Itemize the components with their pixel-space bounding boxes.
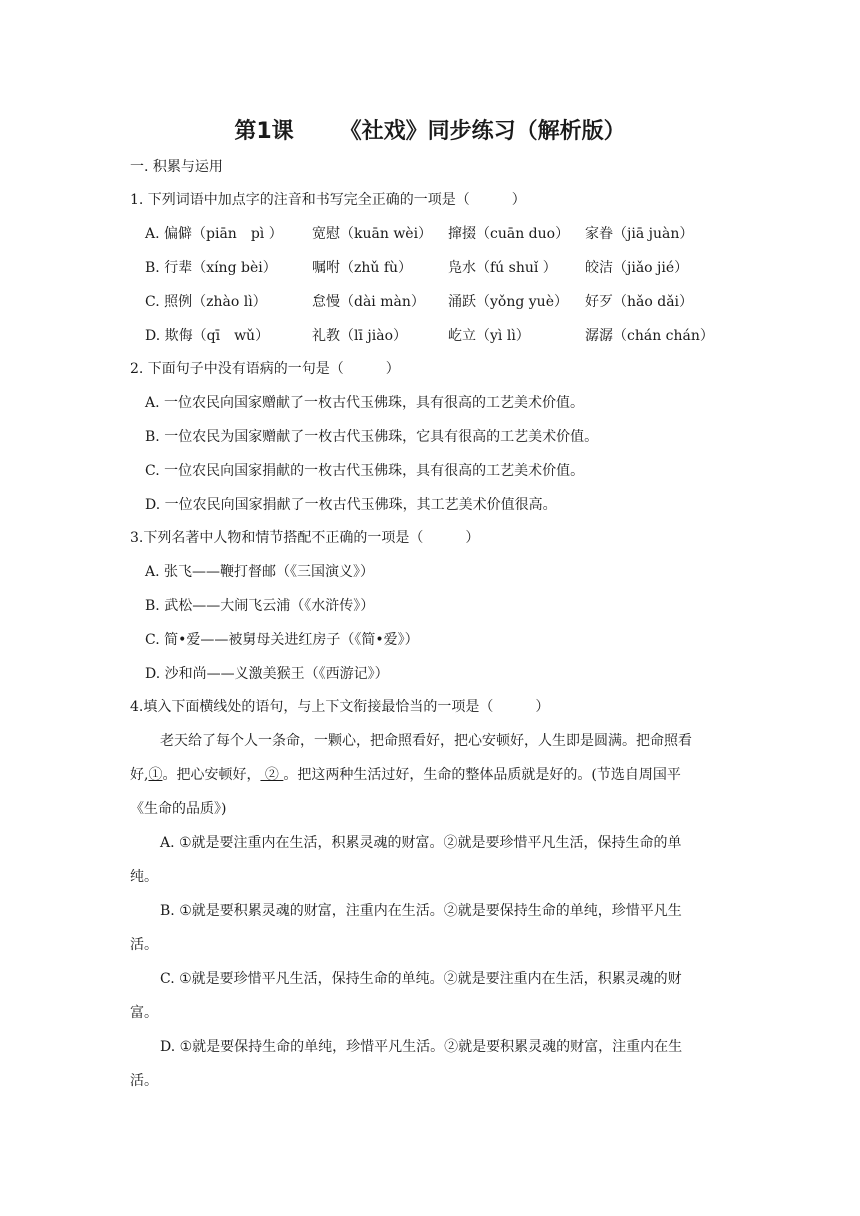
q1-option-d-word1: D. 欺侮（qī wǔ）	[145, 328, 270, 344]
question-2-stem: 2. 下面句子中没有语病的一句是（ ）	[130, 361, 400, 377]
q1-option-a-word2: 宽慰（kuān wèi）	[312, 226, 433, 242]
q1-option-c-word1: C. 照例（zhào lì）	[145, 294, 267, 310]
q1-option-c-word4: 好歹（hǎo dǎi）	[585, 294, 694, 310]
q2-option-a: A. 一位农民向国家赠献了一枚古代玉佛珠，具有很高的工艺美术价值。	[145, 395, 585, 411]
q4-option-c-line-1: C. ①就是要珍惜平凡生活，保持生命的单纯。②就是要注重内在生活，积累灵魂的财	[160, 971, 682, 987]
question-4-stem: 4.填入下面横线处的语句，与上下文衔接最恰当的一项是（ ）	[130, 699, 550, 715]
q4-passage-text: 好,	[130, 767, 149, 783]
q1-option-c-word2: 怠慢（dài màn）	[312, 294, 425, 310]
q4-blank-1: ①	[148, 767, 163, 783]
q4-passage-line-1: 老天给了每个人一条命，一颗心，把命照看好，把心安顿好，人生即是圆满。把命照看	[160, 733, 692, 749]
q1-option-b-word1: B. 行辈（xíng bèi）	[145, 260, 277, 276]
q4-option-b-line-1: B. ①就是要积累灵魂的财富，注重内在生活。②就是要保持生命的单纯，珍惜平凡生	[160, 903, 682, 919]
q3-option-d: D. 沙和尚——义激美猴王（《西游记》）	[145, 666, 389, 682]
question-3-stem: 3.下列名著中人物和情节搭配不正确的一项是（ ）	[130, 530, 480, 546]
q1-option-d-word4: 潺潺（chán chán）	[585, 328, 714, 344]
q4-option-a-line-2: 纯。	[130, 869, 158, 885]
q4-option-a-line-1: A. ①就是要注重内在生活，积累灵魂的财富。②就是要珍惜平凡生活，保持生命的单	[160, 835, 682, 851]
q3-option-c: C. 简•爱——被舅母关进红房子（《简•爱》）	[145, 632, 419, 648]
q2-option-d: D. 一位农民向国家捐献了一枚古代玉佛珠，其工艺美术价值很高。	[145, 497, 557, 513]
q4-passage-line-2	[130, 765, 681, 785]
q1-option-a-word1: A. 偏僻（piān pì ）	[145, 226, 283, 242]
q4-passage-text: 。把这两种生活过好，生命的整体品质就是好的。(节选自周国平	[283, 767, 681, 783]
q4-option-b-line-2: 活。	[130, 937, 158, 953]
q1-option-b-word4: 皎洁（jiǎo jié）	[585, 260, 689, 276]
q2-option-b: B. 一位农民为国家赠献了一枚古代玉佛珠，它具有很高的工艺美术价值。	[145, 429, 599, 445]
page-title: 第1课 《社戏》同步练习（解析版）	[234, 119, 626, 144]
q1-option-d-word2: 礼教（lī jiào）	[312, 328, 407, 344]
q4-blank-2: ②	[260, 767, 284, 783]
q3-option-a: A. 张飞——鞭打督邮（《三国演义》）	[145, 564, 375, 580]
q1-option-c-word3: 涌跃（yǒng yuè）	[448, 294, 568, 310]
q3-option-b: B. 武松——大闹飞云浦（《水浒传》）	[145, 598, 375, 614]
q4-option-c-line-2: 富。	[130, 1005, 158, 1021]
q1-option-a-word3: 撺掇（cuān duo）	[448, 226, 570, 242]
q4-option-d-line-2: 活。	[130, 1073, 158, 1089]
q1-option-a-word4: 家眷（jiā juàn）	[585, 226, 694, 242]
q1-option-b-word3: 凫水（fú shuǐ ）	[448, 260, 557, 276]
q4-passage-line-3: 《生命的品质》)	[130, 801, 227, 817]
q1-option-d-word3: 屹立（yì lì）	[448, 328, 530, 344]
section-heading: 一. 积累与运用	[130, 159, 223, 175]
question-1-stem: 1. 下列词语中加点字的注音和书写完全正确的一项是（ ）	[130, 192, 526, 208]
q4-passage-text: 。把心安顿好，	[162, 767, 261, 783]
q1-option-b-word2: 嘱咐（zhǔ fù）	[312, 260, 413, 276]
q2-option-c: C. 一位农民向国家捐献的一枚古代玉佛珠，具有很高的工艺美术价值。	[145, 463, 585, 479]
q4-option-d-line-1: D. ①就是要保持生命的单纯，珍惜平凡生活。②就是要积累灵魂的财富，注重内在生	[160, 1039, 683, 1055]
